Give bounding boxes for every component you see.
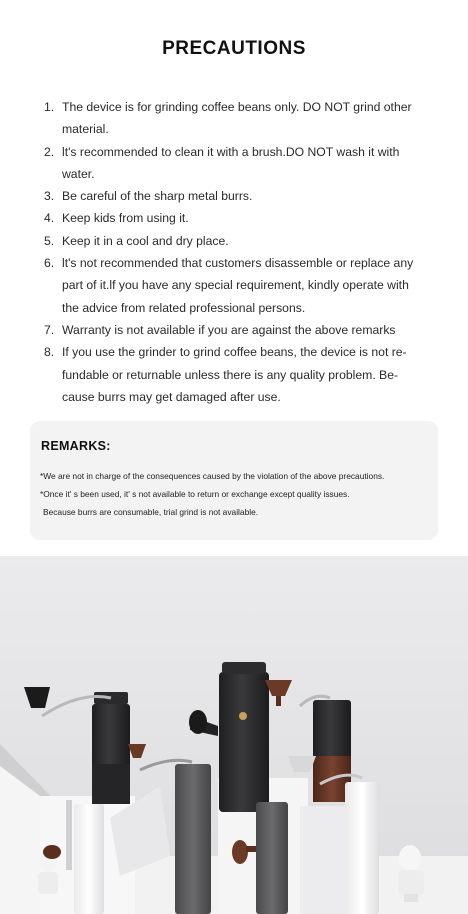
- list-item: 3. Be careful of the sharp metal burrs.: [44, 189, 253, 204]
- page-title: PRECAUTIONS: [162, 38, 306, 59]
- remarks-line: *Once it' s been used, it' s not available to return or exchange except quality issues.: [40, 489, 350, 499]
- list-item: 1. The device is for grinding coffee beans only. DO NOT grind other material.: [44, 100, 412, 137]
- list-item: 8. If you use the grinder to grind coffee beans, the device is not re-fundable or returnable unless there is any quality problem. Be-cause burrs may get damaged after use.: [44, 345, 407, 404]
- list-item: 4. Keep kids from using it.: [44, 211, 189, 226]
- list-item: 7. Warranty is not available if you are against the above remarks: [44, 322, 396, 337]
- list-item: 5. Keep it in a cool and dry place.: [44, 233, 229, 248]
- remarks-title: REMARKS:: [41, 439, 111, 453]
- list-item: 2. lt's recommended to clean it with a brush.DO NOT wash it with water.: [44, 144, 400, 181]
- product-photo: [0, 556, 468, 914]
- remarks-line: Because burrs are consumable, trial grind is not available.: [43, 507, 259, 517]
- list-item: 6. lt's not recommended that customers disassemble or replace any part of it.lf you have any special requirement, kindly operate with the advice from related professional persons.: [44, 256, 414, 315]
- remarks-line: *We are not in charge of the consequences caused by the violation of the above precautions.: [40, 471, 385, 481]
- precautions-list: [40, 96, 425, 408]
- remarks-box: [30, 421, 438, 540]
- wood-knob: [43, 845, 61, 859]
